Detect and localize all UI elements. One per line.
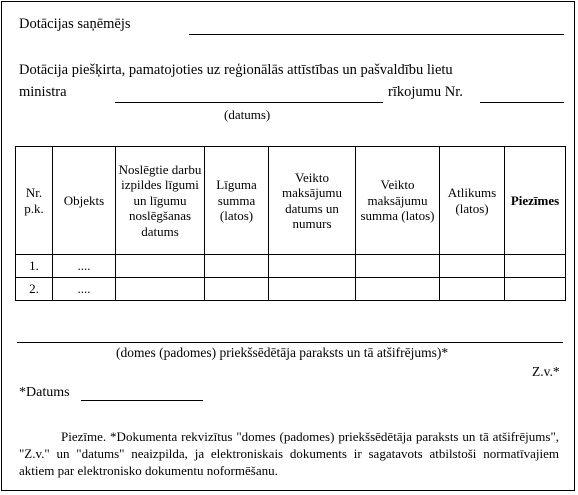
header-piezimes: Piezīmes bbox=[505, 147, 566, 255]
recipient-label: Dotācijas saņēmējs bbox=[19, 16, 131, 32]
cell-maksajumu-datums[interactable] bbox=[269, 255, 356, 278]
header-ligumi: Noslēgtie darbu izpildes līgumi un līgumu noslēgšanas datums bbox=[116, 147, 205, 255]
footnote: Piezīme. *Dokumenta rekvizītus "domes (padomes) priekšsēdētāja paraksts un tā atšifrējums", "Z.v." un "datums" neaizpilda, ja elektroniskais dokuments ir sagatavots atbilstoši normatīvajiem aktiem par elektronisko dokumentu noformēšanu. bbox=[19, 429, 559, 478]
order-number-line[interactable] bbox=[480, 102, 564, 103]
grant-table bbox=[15, 146, 566, 301]
cell-ligumi[interactable] bbox=[116, 278, 205, 301]
cell-piezimes[interactable] bbox=[505, 255, 566, 278]
form-page bbox=[1, 1, 575, 491]
header-liguma-summa: Līguma summa (latos) bbox=[205, 147, 269, 255]
grant-text-ministra: ministra bbox=[19, 84, 67, 100]
header-nr: Nr. p.k. bbox=[16, 147, 53, 255]
signature-field-line[interactable] bbox=[17, 342, 563, 343]
order-label: rīkojumu Nr. bbox=[388, 84, 463, 100]
cell-ligumi[interactable] bbox=[116, 255, 205, 278]
header-maksajumu-summa: Veikto maksājumu summa (latos) bbox=[356, 147, 440, 255]
recipient-field-line[interactable] bbox=[189, 34, 564, 35]
header-maksajumu-datums: Veikto maksājumu datums un numurs bbox=[269, 147, 356, 255]
seal-label: Z.v.* bbox=[532, 364, 560, 379]
date-caption: (datums) bbox=[224, 107, 271, 122]
cell-nr: 2. bbox=[16, 278, 53, 301]
cell-objekts[interactable]: .... bbox=[53, 278, 116, 301]
table-header-row bbox=[16, 147, 566, 255]
cell-atlikums[interactable] bbox=[440, 278, 505, 301]
header-atlikums: Atlikums (latos) bbox=[440, 147, 505, 255]
date-label: *Datums bbox=[19, 385, 70, 400]
grant-text-line1: Dotācija piešķirta, pamatojoties uz reģionālās attīstības un pašvaldību lietu bbox=[19, 62, 453, 78]
cell-maksajumu-summa[interactable] bbox=[356, 255, 440, 278]
cell-maksajumu-summa[interactable] bbox=[356, 278, 440, 301]
cell-maksajumu-datums[interactable] bbox=[269, 278, 356, 301]
date-field-line[interactable] bbox=[115, 102, 383, 103]
header-objekts: Objekts bbox=[53, 147, 116, 255]
date-signature-line[interactable] bbox=[81, 400, 203, 401]
cell-liguma-summa[interactable] bbox=[205, 278, 269, 301]
cell-objekts[interactable]: .... bbox=[53, 255, 116, 278]
signature-caption: (domes (padomes) priekšsēdētāja paraksts un tā atšifrējums)* bbox=[116, 345, 449, 360]
table-row bbox=[16, 278, 566, 301]
cell-piezimes[interactable] bbox=[505, 278, 566, 301]
cell-nr: 1. bbox=[16, 255, 53, 278]
cell-liguma-summa[interactable] bbox=[205, 255, 269, 278]
cell-atlikums[interactable] bbox=[440, 255, 505, 278]
table-row bbox=[16, 255, 566, 278]
